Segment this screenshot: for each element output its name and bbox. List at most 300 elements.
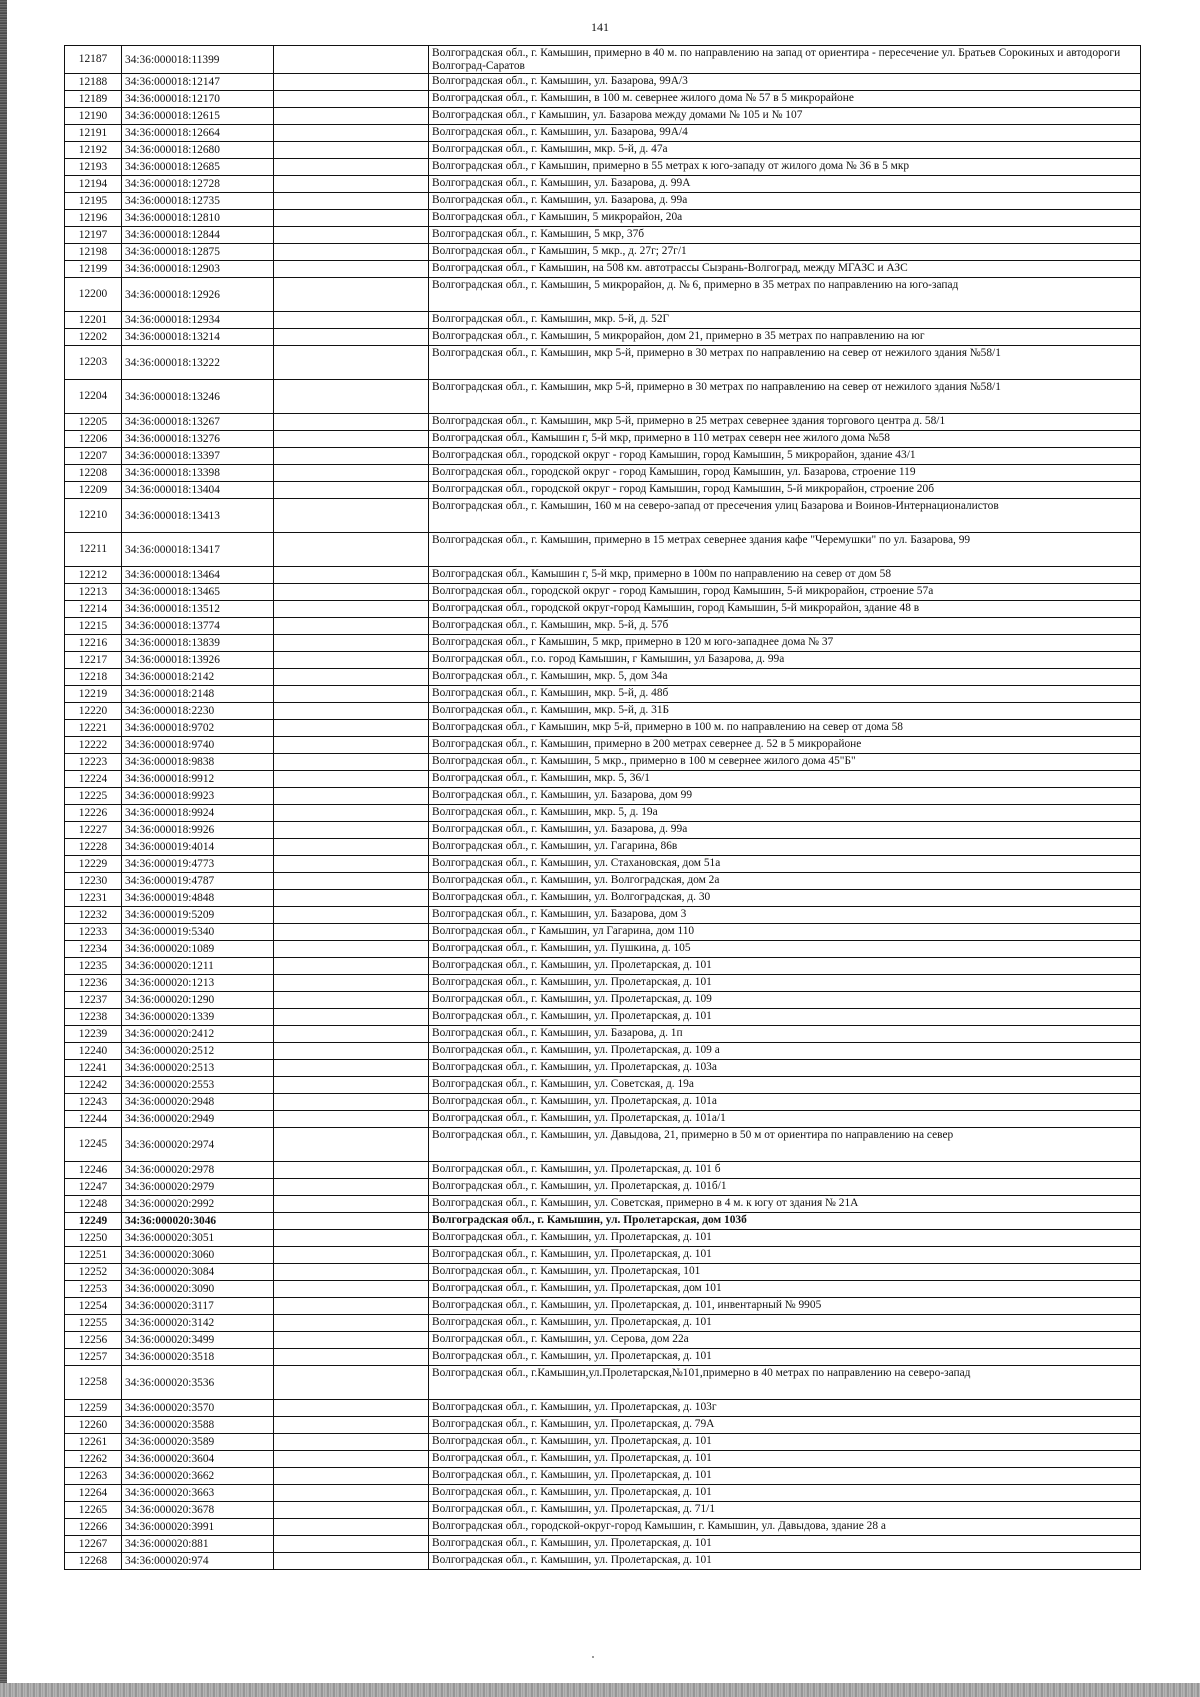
row-number-cell: 12217 bbox=[65, 652, 122, 669]
table-row bbox=[65, 1553, 1141, 1570]
cadastral-number-cell: 34:36:000020:2513 bbox=[122, 1060, 274, 1077]
empty-cell bbox=[274, 839, 429, 856]
row-number-cell: 12254 bbox=[65, 1298, 122, 1315]
table-row bbox=[65, 839, 1141, 856]
row-number-cell: 12199 bbox=[65, 261, 122, 278]
empty-cell bbox=[274, 1485, 429, 1502]
address-cell: Волгоградская обл., г. Камышин, 160 м на северо-запад от пресечения улиц Базарова и Воинов-Интернационалистов bbox=[429, 499, 1141, 533]
table-row bbox=[65, 1128, 1141, 1162]
table-row bbox=[65, 176, 1141, 193]
address-cell: Волгоградская обл., г. Камышин, ул. Пролетарская, д. 103а bbox=[429, 1060, 1141, 1077]
row-number-cell: 12189 bbox=[65, 91, 122, 108]
address-cell: Волгоградская обл., г. Камышин, ул. Базарова, дом 3 bbox=[429, 907, 1141, 924]
empty-cell bbox=[274, 227, 429, 244]
cadastral-number-cell: 34:36:000019:5209 bbox=[122, 907, 274, 924]
cadastral-number-cell: 34:36:000018:9923 bbox=[122, 788, 274, 805]
row-number-cell: 12262 bbox=[65, 1451, 122, 1468]
cadastral-number-cell: 34:36:000018:12685 bbox=[122, 159, 274, 176]
cadastral-number-cell: 34:36:000020:2978 bbox=[122, 1162, 274, 1179]
table-row bbox=[65, 737, 1141, 754]
empty-cell bbox=[274, 1332, 429, 1349]
cadastral-number-cell: 34:36:000018:13417 bbox=[122, 533, 274, 567]
address-cell: Волгоградская обл., городской округ - город Камышин, город Камышин, 5-й микрорайон, строение 57а bbox=[429, 584, 1141, 601]
empty-cell bbox=[274, 584, 429, 601]
address-cell: Волгоградская обл., г Камышин, 5 микрорайон, 20а bbox=[429, 210, 1141, 227]
table-row bbox=[65, 1485, 1141, 1502]
table-row bbox=[65, 482, 1141, 499]
cadastral-number-cell: 34:36:000020:2948 bbox=[122, 1094, 274, 1111]
row-number-cell: 12214 bbox=[65, 601, 122, 618]
cadastral-number-cell: 34:36:000020:1339 bbox=[122, 1009, 274, 1026]
register-table-container bbox=[64, 45, 1140, 1570]
address-cell: Волгоградская обл., г. Камышин, ул. Пролетарская, д. 101 bbox=[429, 1315, 1141, 1332]
row-number-cell: 12261 bbox=[65, 1434, 122, 1451]
address-cell: Волгоградская обл., г. Камышин, ул. Пролетарская, д. 71/1 bbox=[429, 1502, 1141, 1519]
table-row bbox=[65, 618, 1141, 635]
cadastral-number-cell: 34:36:000018:13267 bbox=[122, 414, 274, 431]
cadastral-number-cell: 34:36:000018:12147 bbox=[122, 74, 274, 91]
empty-cell bbox=[274, 159, 429, 176]
empty-cell bbox=[274, 703, 429, 720]
cadastral-number-cell: 34:36:000018:12728 bbox=[122, 176, 274, 193]
empty-cell bbox=[274, 958, 429, 975]
row-number-cell: 12190 bbox=[65, 108, 122, 125]
table-row bbox=[65, 193, 1141, 210]
cadastral-number-cell: 34:36:000020:3570 bbox=[122, 1400, 274, 1417]
address-cell: Волгоградская обл., г. Камышин, ул. Гагарина, 86в bbox=[429, 839, 1141, 856]
empty-cell bbox=[274, 1502, 429, 1519]
cadastral-number-cell: 34:36:000018:13276 bbox=[122, 431, 274, 448]
table-row bbox=[65, 1468, 1141, 1485]
table-row bbox=[65, 1298, 1141, 1315]
table-row bbox=[65, 822, 1141, 839]
address-cell: Волгоградская обл., г. Камышин, ул. Серова, дом 22а bbox=[429, 1332, 1141, 1349]
cadastral-number-cell: 34:36:000018:9702 bbox=[122, 720, 274, 737]
row-number-cell: 12251 bbox=[65, 1247, 122, 1264]
table-row bbox=[65, 567, 1141, 584]
empty-cell bbox=[274, 992, 429, 1009]
address-cell: Волгоградская обл., г Камышин, ул Гагарина, дом 110 bbox=[429, 924, 1141, 941]
row-number-cell: 12235 bbox=[65, 958, 122, 975]
address-cell: Волгоградская обл., г. Камышин, ул. Пролетарская, д. 109 а bbox=[429, 1043, 1141, 1060]
empty-cell bbox=[274, 1230, 429, 1247]
cadastral-number-cell: 34:36:000018:13839 bbox=[122, 635, 274, 652]
empty-cell bbox=[274, 601, 429, 618]
row-number-cell: 12211 bbox=[65, 533, 122, 567]
address-cell: Волгоградская обл., г. Камышин, ул. Пролетарская, д. 101 bbox=[429, 1468, 1141, 1485]
address-cell: Волгоградская обл., г. Камышин, мкр. 5-й, д. 47а bbox=[429, 142, 1141, 159]
cadastral-number-cell: 34:36:000019:4014 bbox=[122, 839, 274, 856]
address-cell: Волгоградская обл., г Камышин, примерно в 55 метрах к юго-западу от жилого дома № 36 в 5 мкр bbox=[429, 159, 1141, 176]
table-row bbox=[65, 1230, 1141, 1247]
empty-cell bbox=[274, 210, 429, 227]
address-cell: Волгоградская обл., г. Камышин, ул. Пролетарская, д. 109 bbox=[429, 992, 1141, 1009]
empty-cell bbox=[274, 346, 429, 380]
empty-cell bbox=[274, 805, 429, 822]
address-cell: Волгоградская обл., г. Камышин, ул. Пролетарская, д. 101 bbox=[429, 1349, 1141, 1366]
row-number-cell: 12195 bbox=[65, 193, 122, 210]
cadastral-number-cell: 34:36:000018:12903 bbox=[122, 261, 274, 278]
address-cell: Волгоградская обл., г. Камышин, ул. Пролетарская, дом 101 bbox=[429, 1281, 1141, 1298]
address-cell: Волгоградская обл., городской округ - город Камышин, город Камышин, 5-й микрорайон, строение 20б bbox=[429, 482, 1141, 499]
table-row bbox=[65, 1213, 1141, 1230]
table-row bbox=[65, 499, 1141, 533]
cadastral-number-cell: 34:36:000018:13246 bbox=[122, 380, 274, 414]
row-number-cell: 12206 bbox=[65, 431, 122, 448]
cadastral-number-cell: 34:36:000018:9838 bbox=[122, 754, 274, 771]
cadastral-number-cell: 34:36:000020:3084 bbox=[122, 1264, 274, 1281]
address-cell: Волгоградская обл., г. Камышин, ул. Пушкина, д. 105 bbox=[429, 941, 1141, 958]
address-cell: Волгоградская обл., г. Камышин, ул. Волгоградская, д. 30 bbox=[429, 890, 1141, 907]
empty-cell bbox=[274, 1349, 429, 1366]
empty-cell bbox=[274, 312, 429, 329]
row-number-cell: 12260 bbox=[65, 1417, 122, 1434]
cadastral-number-cell: 34:36:000018:12844 bbox=[122, 227, 274, 244]
row-number-cell: 12267 bbox=[65, 1536, 122, 1553]
empty-cell bbox=[274, 1400, 429, 1417]
row-number-cell: 12210 bbox=[65, 499, 122, 533]
address-cell: Волгоградская обл., г. Камышин, мкр. 5-й, д. 48б bbox=[429, 686, 1141, 703]
address-cell: Волгоградская обл., г. Камышин, ул. Базарова, 99А/3 bbox=[429, 74, 1141, 91]
row-number-cell: 12234 bbox=[65, 941, 122, 958]
cadastral-number-cell: 34:36:000018:13926 bbox=[122, 652, 274, 669]
address-cell: Волгоградская обл., г. Камышин, примерно в 15 метрах севернее здания кафе "Черемушки" по ул. Базарова, 99 bbox=[429, 533, 1141, 567]
address-cell: Волгоградская обл., Камышин г, 5-й мкр, примерно в 110 метрах северн нее жилого дома №58 bbox=[429, 431, 1141, 448]
empty-cell bbox=[274, 1315, 429, 1332]
address-cell: Волгоградская обл., г. Камышин, мкр. 5-й, д. 52Г bbox=[429, 312, 1141, 329]
table-row bbox=[65, 1281, 1141, 1298]
table-row bbox=[65, 1094, 1141, 1111]
cadastral-number-cell: 34:36:000020:3663 bbox=[122, 1485, 274, 1502]
address-cell: Волгоградская обл., г. Камышин, ул. Пролетарская, д. 101 bbox=[429, 1009, 1141, 1026]
address-cell: Волгоградская обл., городской округ - город Камышин, город Камышин, ул. Базарова, строение 119 bbox=[429, 465, 1141, 482]
empty-cell bbox=[274, 1281, 429, 1298]
scan-speck bbox=[592, 1656, 594, 1658]
table-row bbox=[65, 142, 1141, 159]
empty-cell bbox=[274, 1094, 429, 1111]
table-row bbox=[65, 159, 1141, 176]
cadastral-number-cell: 34:36:000018:2230 bbox=[122, 703, 274, 720]
row-number-cell: 12249 bbox=[65, 1213, 122, 1230]
address-cell: Волгоградская обл., г. Камышин, ул. Базарова, д. 1п bbox=[429, 1026, 1141, 1043]
address-cell: Волгоградская обл., г. Камышин, мкр. 5-й, д. 31Б bbox=[429, 703, 1141, 720]
address-cell: Волгоградская обл., г Камышин, 5 мкр., д. 27г; 27г/1 bbox=[429, 244, 1141, 261]
cadastral-number-cell: 34:36:000020:3589 bbox=[122, 1434, 274, 1451]
address-cell: Волгоградская обл., г. Камышин, ул. Стахановская, дом 51а bbox=[429, 856, 1141, 873]
empty-cell bbox=[274, 686, 429, 703]
table-row bbox=[65, 74, 1141, 91]
cadastral-number-cell: 34:36:000018:12170 bbox=[122, 91, 274, 108]
empty-cell bbox=[274, 533, 429, 567]
empty-cell bbox=[274, 1077, 429, 1094]
address-cell: Волгоградская обл., г. Камышин, ул. Пролетарская, 101 bbox=[429, 1264, 1141, 1281]
row-number-cell: 12209 bbox=[65, 482, 122, 499]
empty-cell bbox=[274, 890, 429, 907]
cadastral-number-cell: 34:36:000020:3046 bbox=[122, 1213, 274, 1230]
table-row bbox=[65, 720, 1141, 737]
cadastral-number-cell: 34:36:000019:4773 bbox=[122, 856, 274, 873]
empty-cell bbox=[274, 1026, 429, 1043]
table-row bbox=[65, 1434, 1141, 1451]
page-number: 141 bbox=[591, 20, 609, 34]
address-cell: Волгоградская обл., г. Камышин, ул. Базарова, д. 99а bbox=[429, 822, 1141, 839]
empty-cell bbox=[274, 618, 429, 635]
row-number-cell: 12231 bbox=[65, 890, 122, 907]
table-row bbox=[65, 431, 1141, 448]
address-cell: Волгоградская обл., г. Камышин, примерно в 200 метрах севернее д. 52 в 5 микрорайоне bbox=[429, 737, 1141, 754]
empty-cell bbox=[274, 788, 429, 805]
table-row bbox=[65, 108, 1141, 125]
table-row bbox=[65, 924, 1141, 941]
empty-cell bbox=[274, 380, 429, 414]
empty-cell bbox=[274, 1264, 429, 1281]
empty-cell bbox=[274, 261, 429, 278]
address-cell: Волгоградская обл., г. Камышин, ул. Пролетарская, д. 101 б bbox=[429, 1162, 1141, 1179]
row-number-cell: 12221 bbox=[65, 720, 122, 737]
empty-cell bbox=[274, 465, 429, 482]
cadastral-number-cell: 34:36:000020:2512 bbox=[122, 1043, 274, 1060]
address-cell: Волгоградская обл., г. Камышин, ул. Пролетарская, д. 101 bbox=[429, 1434, 1141, 1451]
cadastral-number-cell: 34:36:000020:2974 bbox=[122, 1128, 274, 1162]
address-cell: Волгоградская обл., г. Камышин, ул. Пролетарская, д. 101а/1 bbox=[429, 1111, 1141, 1128]
row-number-cell: 12238 bbox=[65, 1009, 122, 1026]
row-number-cell: 12240 bbox=[65, 1043, 122, 1060]
empty-cell bbox=[274, 1162, 429, 1179]
empty-cell bbox=[274, 431, 429, 448]
empty-cell bbox=[274, 142, 429, 159]
cadastral-number-cell: 34:36:000018:12934 bbox=[122, 312, 274, 329]
row-number-cell: 12253 bbox=[65, 1281, 122, 1298]
empty-cell bbox=[274, 329, 429, 346]
address-cell: Волгоградская обл., г Камышин, мкр 5-й, примерно в 100 м. по направлению на север от дома 58 bbox=[429, 720, 1141, 737]
cadastral-number-cell: 34:36:000018:12810 bbox=[122, 210, 274, 227]
address-cell: Волгоградская обл., г. Камышин, ул. Пролетарская, д. 101 bbox=[429, 975, 1141, 992]
cadastral-number-cell: 34:36:000020:3117 bbox=[122, 1298, 274, 1315]
row-number-cell: 12223 bbox=[65, 754, 122, 771]
table-row bbox=[65, 261, 1141, 278]
row-number-cell: 12191 bbox=[65, 125, 122, 142]
empty-cell bbox=[274, 278, 429, 312]
cadastral-number-cell: 34:36:000018:12735 bbox=[122, 193, 274, 210]
cadastral-number-cell: 34:36:000018:2142 bbox=[122, 669, 274, 686]
empty-cell bbox=[274, 1434, 429, 1451]
empty-cell bbox=[274, 907, 429, 924]
cadastral-number-cell: 34:36:000018:9924 bbox=[122, 805, 274, 822]
address-cell: Волгоградская обл., г. Камышин, 5 мкр, 37б bbox=[429, 227, 1141, 244]
address-cell: Волгоградская обл., городской округ - город Камышин, город Камышин, 5 микрорайон, здание 43/1 bbox=[429, 448, 1141, 465]
empty-cell bbox=[274, 1179, 429, 1196]
cadastral-number-cell: 34:36:000018:11399 bbox=[122, 46, 274, 74]
table-row bbox=[65, 584, 1141, 601]
row-number-cell: 12192 bbox=[65, 142, 122, 159]
table-row bbox=[65, 1315, 1141, 1332]
empty-cell bbox=[274, 635, 429, 652]
empty-cell bbox=[274, 941, 429, 958]
cadastral-number-cell: 34:36:000018:13398 bbox=[122, 465, 274, 482]
empty-cell bbox=[274, 1536, 429, 1553]
cadastral-number-cell: 34:36:000018:9926 bbox=[122, 822, 274, 839]
empty-cell bbox=[274, 1213, 429, 1230]
address-cell: Волгоградская обл., г. Камышин, ул. Пролетарская, д. 103г bbox=[429, 1400, 1141, 1417]
cadastral-number-cell: 34:36:000018:13404 bbox=[122, 482, 274, 499]
empty-cell bbox=[274, 1417, 429, 1434]
empty-cell bbox=[274, 822, 429, 839]
cadastral-number-cell: 34:36:000018:12664 bbox=[122, 125, 274, 142]
row-number-cell: 12205 bbox=[65, 414, 122, 431]
cadastral-number-cell: 34:36:000020:3499 bbox=[122, 1332, 274, 1349]
table-row bbox=[65, 635, 1141, 652]
cadastral-number-cell: 34:36:000020:3142 bbox=[122, 1315, 274, 1332]
address-cell: Волгоградская обл., г. Камышин, ул. Советская, д. 19а bbox=[429, 1077, 1141, 1094]
address-cell: Волгоградская обл., г. Камышин, ул. Пролетарская, д. 101, инвентарный № 9905 bbox=[429, 1298, 1141, 1315]
row-number-cell: 12232 bbox=[65, 907, 122, 924]
cadastral-number-cell: 34:36:000018:13464 bbox=[122, 567, 274, 584]
address-cell: Волгоградская обл., г. Камышин, ул. Базарова, д. 99А bbox=[429, 176, 1141, 193]
row-number-cell: 12246 bbox=[65, 1162, 122, 1179]
cadastral-number-cell: 34:36:000018:12875 bbox=[122, 244, 274, 261]
table-row bbox=[65, 244, 1141, 261]
empty-cell bbox=[274, 482, 429, 499]
address-cell: Волгоградская обл., г. Камышин, мкр. 5-й, д. 57б bbox=[429, 618, 1141, 635]
row-number-cell: 12220 bbox=[65, 703, 122, 720]
cadastral-number-cell: 34:36:000020:3991 bbox=[122, 1519, 274, 1536]
row-number-cell: 12268 bbox=[65, 1553, 122, 1570]
row-number-cell: 12257 bbox=[65, 1349, 122, 1366]
row-number-cell: 12222 bbox=[65, 737, 122, 754]
row-number-cell: 12243 bbox=[65, 1094, 122, 1111]
table-row bbox=[65, 958, 1141, 975]
row-number-cell: 12245 bbox=[65, 1128, 122, 1162]
table-row bbox=[65, 873, 1141, 890]
row-number-cell: 12201 bbox=[65, 312, 122, 329]
row-number-cell: 12228 bbox=[65, 839, 122, 856]
address-cell: Волгоградская обл., г. Камышин, мкр 5-й, примерно в 25 метрах севернее здания торгового центра д. 58/1 bbox=[429, 414, 1141, 431]
table-row bbox=[65, 1451, 1141, 1468]
empty-cell bbox=[274, 46, 429, 74]
cadastral-number-cell: 34:36:000018:12926 bbox=[122, 278, 274, 312]
table-row bbox=[65, 856, 1141, 873]
empty-cell bbox=[274, 737, 429, 754]
empty-cell bbox=[274, 499, 429, 533]
cadastral-number-cell: 34:36:000020:3604 bbox=[122, 1451, 274, 1468]
row-number-cell: 12188 bbox=[65, 74, 122, 91]
row-number-cell: 12197 bbox=[65, 227, 122, 244]
empty-cell bbox=[274, 1247, 429, 1264]
table-row bbox=[65, 601, 1141, 618]
table-row bbox=[65, 1247, 1141, 1264]
table-row bbox=[65, 46, 1141, 74]
row-number-cell: 12200 bbox=[65, 278, 122, 312]
table-row bbox=[65, 210, 1141, 227]
table-row bbox=[65, 380, 1141, 414]
address-cell: Волгоградская обл., г. Камышин, в 100 м. севернее жилого дома № 57 в 5 микрорайоне bbox=[429, 91, 1141, 108]
empty-cell bbox=[274, 193, 429, 210]
empty-cell bbox=[274, 754, 429, 771]
cadastral-number-cell: 34:36:000019:4787 bbox=[122, 873, 274, 890]
row-number-cell: 12203 bbox=[65, 346, 122, 380]
row-number-cell: 12196 bbox=[65, 210, 122, 227]
empty-cell bbox=[274, 244, 429, 261]
cadastral-number-cell: 34:36:000020:3518 bbox=[122, 1349, 274, 1366]
row-number-cell: 12187 bbox=[65, 46, 122, 74]
table-row bbox=[65, 1264, 1141, 1281]
address-cell: Волгоградская обл., г. Камышин, ул. Базарова, д. 99а bbox=[429, 193, 1141, 210]
cadastral-number-cell: 34:36:000019:4848 bbox=[122, 890, 274, 907]
address-cell: Волгоградская обл., городской-округ-город Камышин, г. Камышин, ул. Давыдова, здание 28 а bbox=[429, 1519, 1141, 1536]
address-cell: Волгоградская обл., г. Камышин, ул. Базарова, дом 99 bbox=[429, 788, 1141, 805]
table-row bbox=[65, 448, 1141, 465]
address-cell: Волгоградская обл., г. Камышин, ул. Пролетарская, д. 101 bbox=[429, 1451, 1141, 1468]
cadastral-number-cell: 34:36:000020:1290 bbox=[122, 992, 274, 1009]
row-number-cell: 12256 bbox=[65, 1332, 122, 1349]
table-row bbox=[65, 941, 1141, 958]
row-number-cell: 12207 bbox=[65, 448, 122, 465]
scan-left-edge bbox=[0, 0, 7, 1697]
row-number-cell: 12266 bbox=[65, 1519, 122, 1536]
empty-cell bbox=[274, 652, 429, 669]
row-number-cell: 12194 bbox=[65, 176, 122, 193]
row-number-cell: 12237 bbox=[65, 992, 122, 1009]
cadastral-number-cell: 34:36:000020:1213 bbox=[122, 975, 274, 992]
cadastral-number-cell: 34:36:000018:9740 bbox=[122, 737, 274, 754]
address-cell: Волгоградская обл., г. Камышин, ул. Пролетарская, д. 101 bbox=[429, 1247, 1141, 1264]
cadastral-number-cell: 34:36:000018:13465 bbox=[122, 584, 274, 601]
cadastral-number-cell: 34:36:000020:1089 bbox=[122, 941, 274, 958]
row-number-cell: 12208 bbox=[65, 465, 122, 482]
table-row bbox=[65, 278, 1141, 312]
table-row bbox=[65, 1111, 1141, 1128]
table-row bbox=[65, 125, 1141, 142]
table-row bbox=[65, 703, 1141, 720]
address-cell: Волгоградская обл., г. Камышин, ул. Давыдова, 21, примерно в 50 м от ориентира по направлению на север bbox=[429, 1128, 1141, 1162]
table-row bbox=[65, 346, 1141, 380]
table-row bbox=[65, 1179, 1141, 1196]
cadastral-number-cell: 34:36:000020:974 bbox=[122, 1553, 274, 1570]
empty-cell bbox=[274, 1298, 429, 1315]
table-row bbox=[65, 465, 1141, 482]
row-number-cell: 12229 bbox=[65, 856, 122, 873]
address-cell: Волгоградская обл., г.о. город Камышин, г Камышин, ул Базарова, д. 99а bbox=[429, 652, 1141, 669]
empty-cell bbox=[274, 567, 429, 584]
table-row bbox=[65, 669, 1141, 686]
address-cell: Волгоградская обл., г. Камышин, 5 мкр., примерно в 100 м севернее жилого дома 45"Б" bbox=[429, 754, 1141, 771]
row-number-cell: 12193 bbox=[65, 159, 122, 176]
row-number-cell: 12242 bbox=[65, 1077, 122, 1094]
table-row bbox=[65, 1366, 1141, 1400]
address-cell: Волгоградская обл., г. Камышин, мкр. 5, 36/1 bbox=[429, 771, 1141, 788]
table-row bbox=[65, 1536, 1141, 1553]
row-number-cell: 12239 bbox=[65, 1026, 122, 1043]
empty-cell bbox=[274, 414, 429, 431]
cadastral-number-cell: 34:36:000018:12615 bbox=[122, 108, 274, 125]
cadastral-number-cell: 34:36:000020:3588 bbox=[122, 1417, 274, 1434]
address-cell: Волгоградская обл., г. Камышин, ул. Пролетарская, дом 103б bbox=[429, 1213, 1141, 1230]
cadastral-number-cell: 34:36:000020:2412 bbox=[122, 1026, 274, 1043]
table-row bbox=[65, 652, 1141, 669]
row-number-cell: 12233 bbox=[65, 924, 122, 941]
address-cell: Волгоградская обл., г Камышин, ул. Базарова между домами № 105 и № 107 bbox=[429, 108, 1141, 125]
table-row bbox=[65, 1196, 1141, 1213]
empty-cell bbox=[274, 1519, 429, 1536]
table-row bbox=[65, 1502, 1141, 1519]
row-number-cell: 12263 bbox=[65, 1468, 122, 1485]
empty-cell bbox=[274, 125, 429, 142]
cadastral-number-cell: 34:36:000020:2949 bbox=[122, 1111, 274, 1128]
cadastral-number-cell: 34:36:000020:2979 bbox=[122, 1179, 274, 1196]
empty-cell bbox=[274, 856, 429, 873]
cadastral-number-cell: 34:36:000018:13214 bbox=[122, 329, 274, 346]
address-cell: Волгоградская обл., г. Камышин, ул. Пролетарская, д. 101 bbox=[429, 958, 1141, 975]
